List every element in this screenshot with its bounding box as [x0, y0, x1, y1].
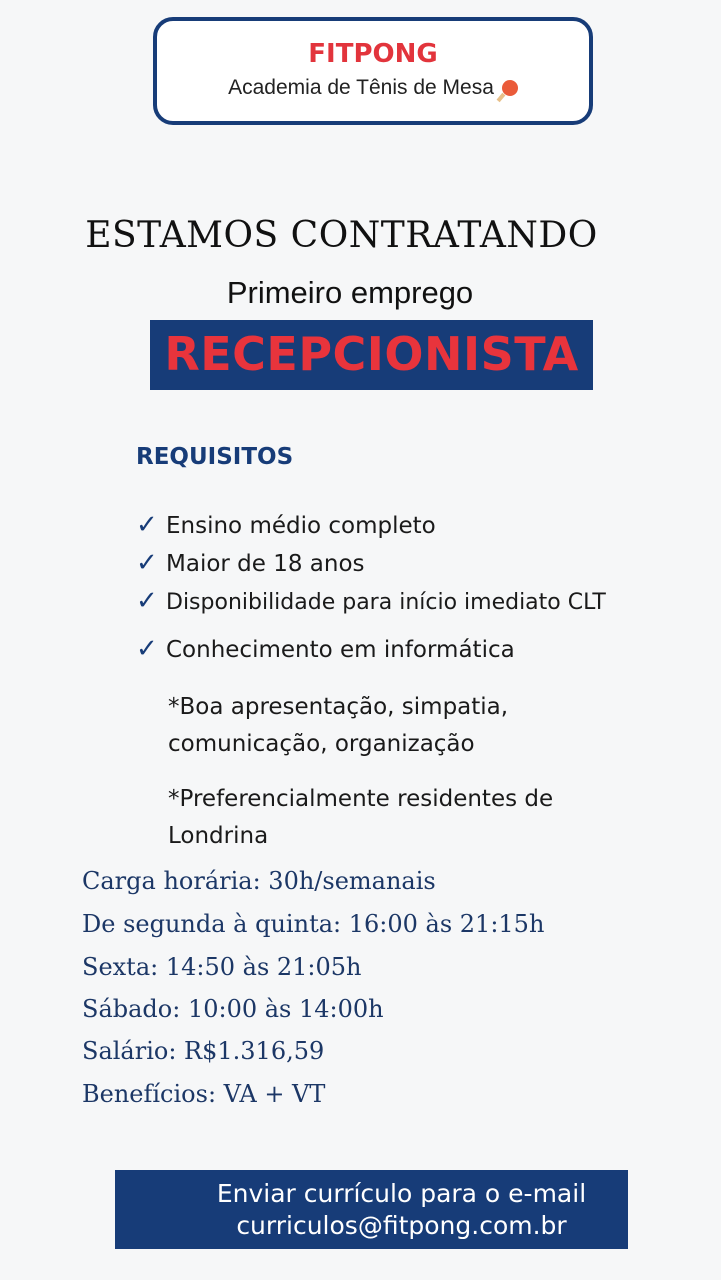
requirement-text: Maior de 18 anos [166, 551, 365, 577]
brand-tagline [157, 76, 589, 100]
requirements-title: REQUISITOS [136, 444, 294, 470]
tagline-text: Academia de Tênis de Mesa [228, 76, 494, 99]
requirement-item [136, 634, 515, 664]
cta-line: Enviar currículo para o e-mail [216, 1179, 587, 1208]
requirement-item [136, 510, 436, 540]
requirement-text: Disponibilidade para início imediato CLT [166, 590, 606, 615]
headline: ESTAMOS CONTRATANDO [85, 215, 598, 256]
role-title: RECEPCIONISTA [164, 327, 579, 381]
requirement-text: Conhecimento em informática [166, 637, 515, 663]
note-line: comunicação, organização [168, 731, 475, 757]
requirement-note [168, 781, 553, 855]
logo-box [153, 17, 593, 125]
note-line: Londrina [168, 823, 269, 849]
ping-pong-paddle-icon [502, 80, 518, 96]
checkmark-icon: ✓ [136, 634, 158, 664]
requirement-note [168, 689, 508, 763]
brand-name: FITPONG [308, 39, 438, 69]
cta-text [175, 1178, 628, 1242]
note-line: *Boa apresentação, simpatia, [168, 694, 509, 720]
schedule-hours: Carga horária: 30h/semanais [82, 867, 436, 895]
requirement-item [136, 586, 606, 616]
checkmark-icon: ✓ [136, 586, 158, 616]
benefits: Benefícios: VA + VT [82, 1080, 326, 1108]
schedule-friday: Sexta: 14:50 às 21:05h [82, 953, 362, 981]
schedule-mon-thu: De segunda à quinta: 16:00 às 21:15h [82, 910, 545, 938]
checkmark-icon: ✓ [136, 510, 158, 540]
subheadline: Primeiro emprego [226, 275, 474, 310]
requirement-text: Ensino médio completo [166, 513, 436, 539]
cta-email[interactable]: curriculos@fitpong.com.br [236, 1211, 567, 1240]
requirement-item [136, 548, 365, 578]
note-line: *Preferencialmente residentes de [168, 786, 554, 812]
role-banner [150, 320, 593, 390]
salary: Salário: R$1.316,59 [82, 1037, 325, 1065]
checkmark-icon: ✓ [136, 548, 158, 578]
schedule-saturday: Sábado: 10:00 às 14:00h [82, 995, 384, 1023]
cta-box [115, 1170, 628, 1249]
